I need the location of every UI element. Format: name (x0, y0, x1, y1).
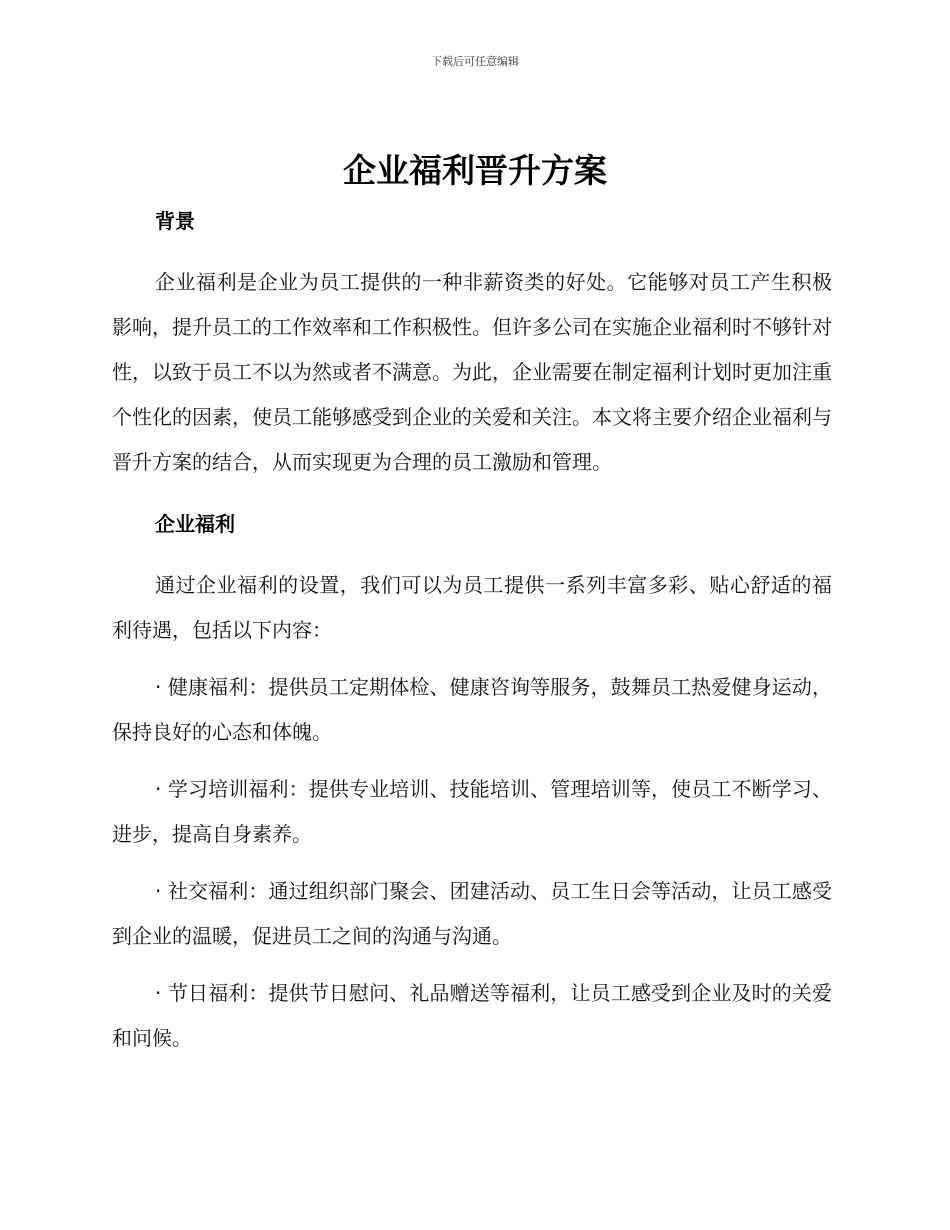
header-note: 下载后可任意编辑 (431, 55, 519, 68)
document-title: 企业福利晋升方案 (343, 151, 607, 190)
benefit-item-holiday: · 节日福利：提供节日慰问、礼品赠送等福利，让员工感受到企业及时的关爱和问候。 (112, 981, 832, 1050)
benefit-item-social: · 社交福利：通过组织部门聚会、团建活动、员工生日会等活动，让员工感受到企业的温暖，促进员工之间的沟通与沟通。 (112, 879, 832, 948)
section-heading-benefits: 企业福利 (155, 512, 235, 536)
benefit-item-training: · 学习培训福利：提供专业培训、技能培训、管理培训等，使员工不断学习、进步，提高自身素养。 (112, 777, 832, 846)
benefit-item-health: · 健康福利：提供员工定期体检、健康咨询等服务，鼓舞员工热爱健身运动，保持良好的心态和体魄。 (112, 675, 832, 744)
benefits-intro-paragraph: 通过企业福利的设置，我们可以为员工提供一系列丰富多彩、贴心舒适的福利待遇，包括以下内容： (112, 573, 832, 642)
section-heading-background: 背景 (155, 209, 195, 233)
background-paragraph: 企业福利是企业为员工提供的一种非薪资类的好处。它能够对员工产生积极影响，提升员工的工作效率和工作积极性。但许多公司在实施企业福利时不够针对性，以致于员工不以为然或者不满意。为此，企业需要在制定福利计划时更加注重个性化的因素，使员工能够感受到企业的关爱和关注。本文将主要介绍企业福利与晋升方案的结合，从而实现更为合理的员工激励和管理。 (112, 270, 832, 474)
document-body (112, 204, 832, 1061)
